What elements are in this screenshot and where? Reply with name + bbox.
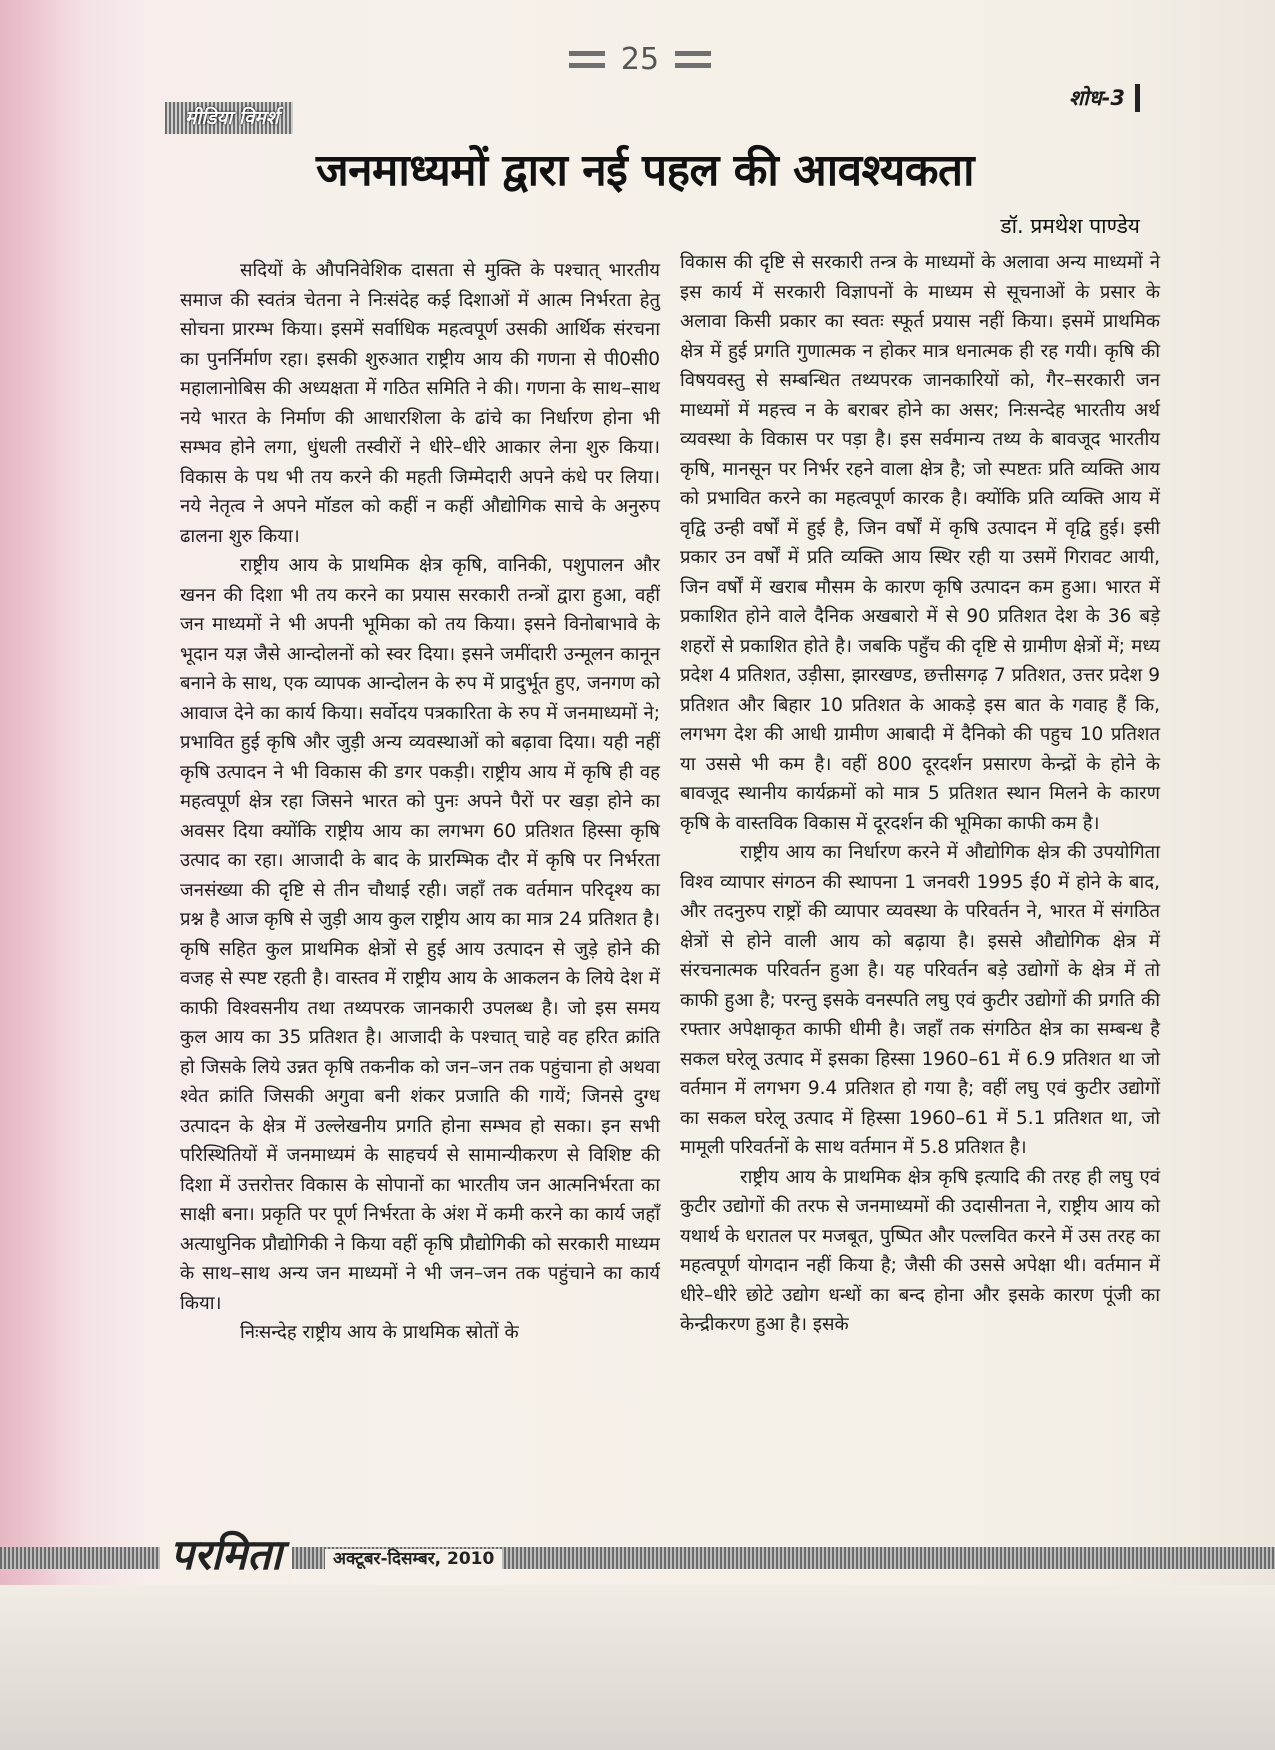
paragraph: राष्ट्रीय आय के प्राथमिक क्षेत्र कृषि, वानिकी, पशुपालन और खनन की दिशा भी तय करने का प्रयास सरकारी तन्त्रों द्वारा हुआ, वहीं जन माध्यमों ने भी अपनी भूमिका को तय किया। इसने विनोबाभावे के भूदान यज्ञ जैसे आन्दोलनों को स्वर दिया। इसने जमींदारी उन्मूलन कानून बनाने के साथ, एक व्यापक आन्दोलन के रुप में प्रादुर्भूत हुए, जनगण को आवाज देने का कार्य किया। सर्वोदय पत्रकारिता के रुप में जनमाध्यमों ने; प्रभावित हुई कृषि और जुड़ी अन्य व्यवस्थाओं को बढ़ावा दिया। यही नहीं कृषि उत्पादन ने भी विकास की डगर पकड़ी। राष्ट्रीय आय में कृषि ही वह महत्वपूर्ण क्षेत्र रहा जिसने भारत को पुनः अपने पैरों पर खड़ा होने का अवसर दिया क्योंकि राष्ट्रीय आय का लगभग 60 प्रतिशत हिस्सा कृषि उत्पाद का रहा। आजादी के बाद के प्रारम्भिक दौर में कृषि पर निर्भरता जनसंख्या की दृष्टि से तीन चौथाई रही। जहाँ तक वर्तमान परिदृश्य का प्रश्न है आज कृषि से जुड़ी आय कुल राष्ट्रीय आय का मात्र 24 प्रतिशत है। कृषि सहित कुल प्राथमिक क्षेत्रों से हुई आय उत्पादन से जुड़े होने की वजह से स्पष्ट रहती है। वास्तव में राष्ट्रीय आय के आकलन के लिये देश में काफी विश्वसनीय तथा तथ्यपरक जानकारी उपलब्ध है। जो इस समय कुल आय का 35 प्रतिशत है। आजादी के पश्चात् चाहे वह हरित क्रांति हो जिसके लिये उन्नत कृषि तकनीक को जन–जन तक पहुंचाना हो अथवा श्वेत क्रांति जिसकी अगुवा बनी शंकर प्रजाति की गायें; जिनसे दुग्ध उत्पादन के क्षेत्र में उल्लेखनीय प्रगति होना सम्भव हो सका। इन सभी परिस्थितियों में जनमाध्यमं के साहचर्य से सामान्यीकरण से विशिष्ट की दिशा में उत्तरोत्तर विकास के सोपानों का भारतीय जन आत्मनिर्भरता का साक्षी बना। प्रकृति पर पूर्ण निर्भरता के अंश में कमी करने का कार्य जहाँ अत्याधुनिक प्रौद्योगिकी ने किया वहीं कृषि प्रौद्योगिकी को सरकारी माध्यम के साथ–साथ अन्य जन माध्यमों ने भी जन–जन तक पहुंचाने का कार्य किया।	[180, 555, 660, 1314]
page-number: 25	[620, 41, 660, 77]
series-label: शोध-3	[1069, 84, 1140, 112]
article-author: डॉ. प्रमथेश पाण्डेय	[1000, 214, 1140, 238]
ornament-bars-left	[569, 51, 605, 68]
page-bottom-margin	[0, 1585, 1275, 1750]
left-column	[180, 256, 660, 1348]
section-label: मीडिया विमर्श	[165, 102, 293, 134]
ornament-bars-right	[675, 51, 711, 68]
paragraph: विकास की दृष्टि से सरकारी तन्त्र के माध्यमों के अलावा अन्य माध्यमों ने इस कार्य में सरकारी विज्ञापनों के माध्यम से सूचनाओं के प्रसार के अलावा किसी प्रकार का स्वतः स्फूर्त प्रयास नहीं किया। इसमें प्राथमिक क्षेत्र में हुई प्रगति गुणात्मक न होकर मात्र धनात्मक ही रह गयी। कृषि की विषयवस्तु से सम्बन्धित तथ्यपरक जानकारियों को, गैर–सरकारी जन माध्यमों में महत्त्व न के बराबर होने का असर; निःसन्देह भारतीय अर्थ व्यवस्था के विकास पर पड़ा है। इस सर्वमान्य तथ्य के बावजूद भारतीय कृषि, मानसून पर निर्भर रहने वाला क्षेत्र है; जो स्पष्टतः प्रति व्यक्ति आय को प्रभावित करने का महत्वपूर्ण कारक है। क्योंकि प्रति व्यक्ति आय में वृद्वि उन्ही वर्षों में हुई है, जिन वर्षों में कृषि उत्पादन में वृद्वि हुई। इसी प्रकार उन वर्षों में प्रति व्यक्ति आय स्थिर रही या उसमें गिरावट आयी, जिन वर्षों में खराब मौसम के कारण कृषि उत्पादन कम हुआ। भारत में प्रकाशित होने वाले दैनिक अखबारो में से 90 प्रतिशत देश के 36 बड़े शहरों से प्रकाशित होते है। जबकि पहुँच की दृष्टि से ग्रामीण क्षेत्रों में; मध्य प्रदेश 4 प्रतिशत, उड़ीसा, झारखण्ड, छत्तीसगढ़ 7 प्रतिशत, उत्तर प्रदेश 9 प्रतिशत और बिहार 10 प्रतिशत के आकड़े इस बात के गवाह हैं कि, लगभग देश की आधी ग्रामीण आबादी में दैनिको की पहुच 10 प्रतिशत या उससे भी कम है। वहीं 800 दूरदर्शन प्रसारण केन्द्रों के होने के बावजूद स्थानीय कार्यक्रमों को मात्र 5 प्रतिशत स्थान मिलने के कारण कृषि के वास्तविक विकास में दूरदर्शन की भूमिका काफी कम है।	[680, 252, 1160, 834]
article-title: जनमाध्यमों द्वारा नई पहल की आवश्यकता	[315, 145, 975, 196]
paragraph: सदियों के औपनिवेशिक दासता से मुक्ति के पश्चात् भारतीय समाज की स्वतंत्र चेतना ने निःसंदेह कई दिशाओं में आत्म निर्भरता हेतु सोचना प्रारम्भ किया। इसमें सर्वाधिक महत्वपूर्ण उसकी आर्थिक संरचना का पुनर्निर्माण रहा। इसकी शुरुआत राष्ट्रीय आय की गणना से पी0सी0 महालानोबिस की अध्यक्षता में गठित समिति ने की। गणना के साथ–साथ नये भारत के निर्माण की आधारशिला के ढांचे का निर्धारण होना भी सम्भव होने लगा, धुंधली तस्वीरों ने धीरे–धीरे आकार लेना शुरु किया। विकास के पथ भी तय करने की महती जिम्मेदारी अपने कंधे पर लिया। नये नेतृत्व ने अपने मॉडल को कहीं न कहीं औद्योगिक साचे के अनुरुप ढालना शुरु किया।	[180, 260, 660, 547]
page-fold-shadow	[0, 0, 85, 1750]
paragraph: राष्ट्रीय आय का निर्धारण करने में औद्योगिक क्षेत्र की उपयोगिता विश्व व्यापार संगठन की स्थापना 1 जनवरी 1995 ई0 में होने के बाद, और तदनुरुप राष्ट्रों की व्यापार व्यवस्था के परिवर्तन ने, भारत में संगठित क्षेत्रों से होने वाली आय को बढ़ाया है। इससे औद्योगिक क्षेत्र में संरचनात्मक परिवर्तन हुआ है। यह परिवर्तन बड़े उद्योगों के क्षेत्र में तो काफी हुआ है; परन्तु इसके वनस्पति लघु एवं कुटीर उद्योगों की प्रगति की रफ्तार अपेक्षाकृत काफी धीमी है। जहाँ तक संगठित क्षेत्र का सम्बन्ध है सकल घरेलू उत्पाद में इसका हिस्सा 1960–61 में 6.9 प्रतिशत था जो वर्तमान में लगभग 9.4 प्रतिशत हो गया है; वहीं लघु एवं कुटीर उद्योगों का सकल घरेलू उत्पाद में हिस्सा 1960–61 में 5.1 प्रतिशत था, जो मामूली परिवर्तनों के साथ वर्तमान में 5.8 प्रतिशत है।	[680, 842, 1160, 1158]
paragraph: राष्ट्रीय आय के प्राथमिक क्षेत्र कृषि इत्यादि की तरह ही लघु एवं कुटीर उद्योगों की तरफ से जनमाध्यमों की उदासीनता ने, राष्ट्रीय आय को यथार्थ के धरातल पर मजबूत, पुष्पित और पल्लवित करने में उस तरह का महत्वपूर्ण योगदान नहीं किया है; जैसी की उससे अपेक्षा थी। वर्तमान में धीरे–धीरे छोटे उद्योग धन्धों का बन्द होना और इसके कारण पूंजी का केन्द्रीकरण हुआ है। इसके	[680, 1166, 1160, 1335]
issue-date: अक्टूबर-दिसम्बर, 2010	[325, 1549, 502, 1569]
page-number-ornament	[570, 36, 710, 82]
right-column	[680, 248, 1160, 1340]
journal-logo: परमिता	[160, 1529, 292, 1581]
paragraph: निःसन्देह राष्ट्रीय आय के प्राथमिक स्रोतों के	[240, 1322, 519, 1343]
